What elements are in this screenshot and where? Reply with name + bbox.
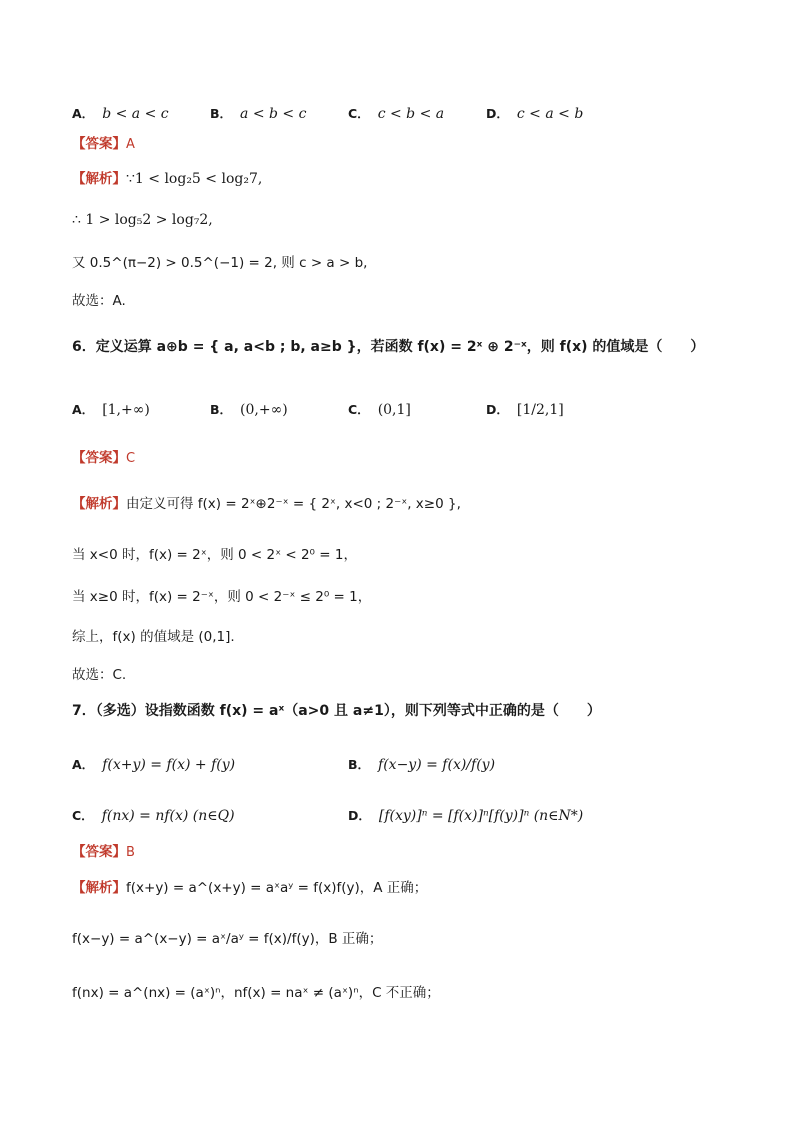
q5-analysis-line-3: 又 0.5^(π−2) > 0.5^(−1) = 2, 则 c > a > b,: [72, 255, 368, 271]
q6-option-d: D． [1/2,1]: [486, 402, 564, 418]
q5-answer: 【答案】A: [72, 136, 135, 152]
q7-option-a: A． f(x+y) = f(x) + f(y): [72, 757, 236, 773]
q5-analysis-line-2: ∴ 1 > log₅2 > log₇2,: [72, 212, 213, 228]
q7-option-b: B． f(x−y) = f(x)/f(y): [348, 757, 496, 773]
q6-conclusion: 故选：C.: [72, 667, 127, 683]
q5-option-d: D． c < a < b: [486, 106, 584, 122]
q6-option-b: B． (0,+∞): [210, 402, 288, 418]
q6-option-a: A． [1,+∞): [72, 402, 150, 418]
q5-conclusion: 故选：A.: [72, 293, 126, 309]
q7-analysis-line-2: f(x−y) = a^(x−y) = aˣ/aʸ = f(x)/f(y)，B 正确；: [72, 931, 383, 947]
q6-analysis-line-4: 综上，f(x) 的值域是 (0,1].: [72, 629, 235, 645]
q5-option-c: C． c < b < a: [348, 106, 445, 122]
q6-stem: 6．定义运算 a⊕b = { a, a<b ; b, a≥b }，若函数 f(x) = 2ˣ ⊕ 2⁻ˣ，则 f(x) 的值域是（ ）: [72, 339, 705, 355]
q5-option-b: B． a < b < c: [210, 106, 307, 122]
q6-analysis-line-1: 【解析】由定义可得 f(x) = 2ˣ⊕2⁻ˣ = { 2ˣ, x<0 ; 2⁻ˣ, x≥0 },: [72, 496, 461, 512]
q5-option-a: A． b < a < c: [72, 106, 169, 122]
q6-analysis-line-3: 当 x≥0 时，f(x) = 2⁻ˣ，则 0 < 2⁻ˣ ≤ 2⁰ = 1，: [72, 589, 372, 605]
q7-option-c: C． f(nx) = nf(x) (n∈Q): [72, 808, 235, 824]
q7-analysis-line-1: 【解析】f(x+y) = a^(x+y) = aˣaʸ = f(x)f(y)，A 正确；: [72, 880, 428, 896]
q6-answer: 【答案】C: [72, 450, 136, 466]
q7-stem: 7．（多选）设指数函数 f(x) = aˣ（a>0 且 a≠1），则下列等式中正确的是（ ）: [72, 703, 601, 719]
q5-analysis-line-1: 【解析】∵1 < log₂5 < log₂7,: [72, 171, 263, 187]
q7-analysis-line-3: f(nx) = a^(nx) = (aˣ)ⁿ，nf(x) = naˣ ≠ (aˣ)ⁿ，C 不正确；: [72, 985, 440, 1001]
q7-option-d: D． [f(xy)]ⁿ = [f(x)]ⁿ[f(y)]ⁿ (n∈N*): [348, 808, 584, 824]
q6-option-c: C． (0,1]: [348, 402, 411, 418]
q7-answer: 【答案】B: [72, 844, 135, 860]
q6-analysis-line-2: 当 x<0 时，f(x) = 2ˣ，则 0 < 2ˣ < 2⁰ = 1，: [72, 547, 357, 563]
